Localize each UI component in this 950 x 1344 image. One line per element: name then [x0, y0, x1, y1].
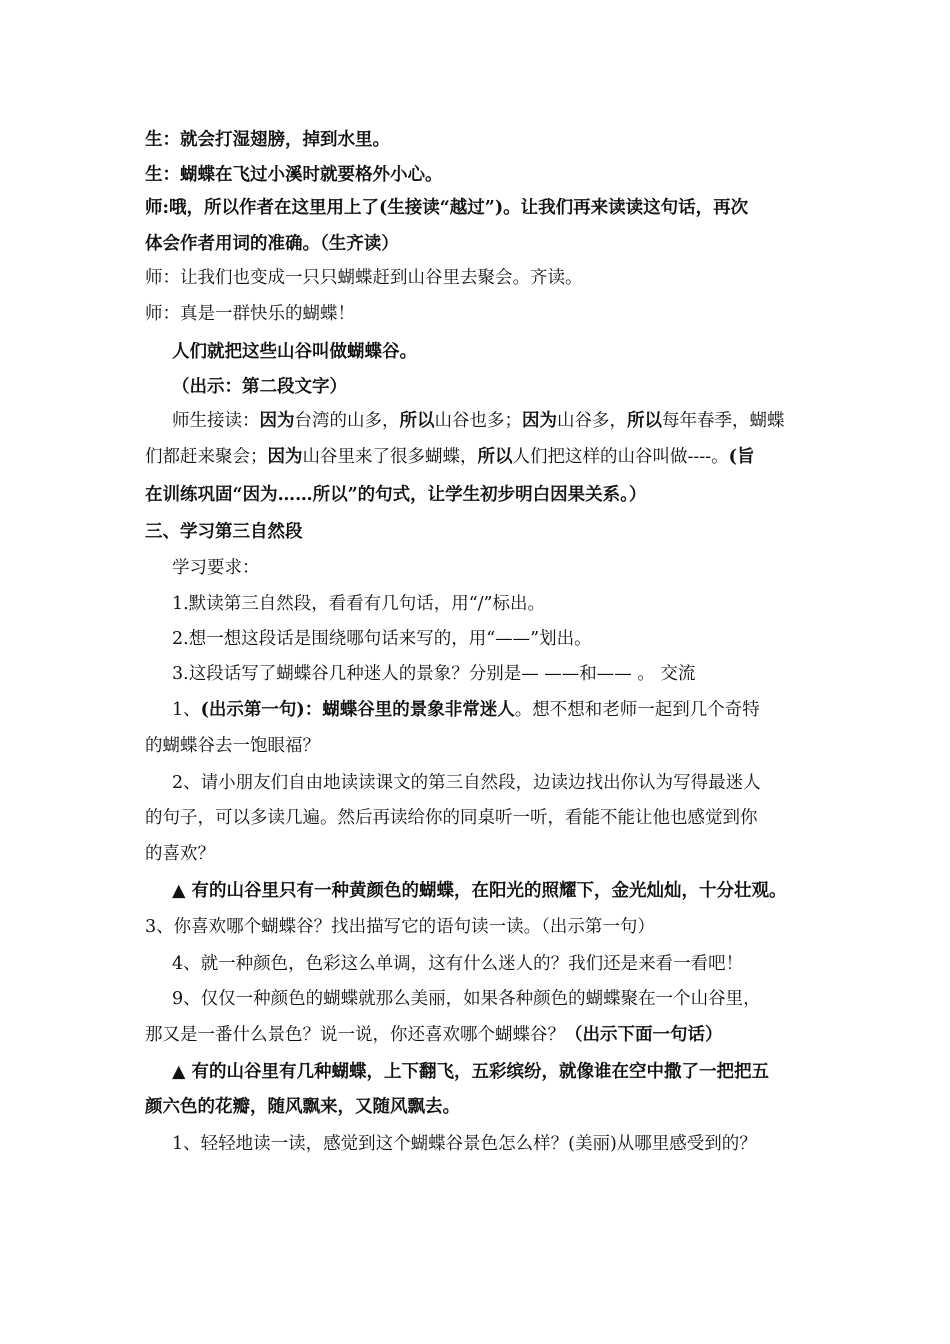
text-line — [172, 987, 761, 1011]
text-segment: 每年春季，蝴蝶 — [662, 411, 785, 431]
text-segment: 所以 — [627, 411, 662, 431]
text-segment: (旨 — [728, 447, 755, 467]
text-segment: 2.想一想这段话是围绕哪句话来写的，用“——”划出。 — [172, 629, 592, 649]
text-segment: 人们就把这些山谷叫做蝴蝶谷。 — [172, 342, 417, 362]
text-segment: 三、学习第三自然段 — [145, 522, 303, 542]
text-line — [145, 483, 646, 507]
text-line — [172, 1132, 757, 1156]
text-line — [145, 520, 303, 544]
text-line — [172, 592, 545, 616]
text-line — [172, 952, 743, 976]
text-line — [172, 340, 417, 364]
text-line — [172, 1060, 769, 1084]
text-segment: 因为 — [522, 411, 557, 431]
text-line — [145, 806, 758, 830]
text-segment: 们都赶来聚会； — [145, 447, 268, 467]
text-segment: 的句子，可以多读几遍。然后再读给你的同桌听一听，看能不能让他也感觉到你 — [145, 808, 758, 828]
text-line — [145, 128, 390, 152]
text-line — [172, 627, 592, 651]
text-segment: 生：就会打湿翅膀，掉到水里。 — [145, 130, 390, 150]
text-line — [145, 1023, 723, 1047]
text-segment: 人们把这样的山谷叫做----。 — [512, 447, 729, 467]
text-segment: 的喜欢？ — [145, 844, 215, 864]
text-segment: 的蝴蝶谷去一饱眼福？ — [145, 736, 320, 756]
text-line — [172, 556, 260, 580]
text-segment: 3.这段话写了蝴蝶谷几种迷人的景象？分别是— ——和—— 。 交流 — [172, 664, 696, 684]
text-segment: 生：蝴蝶在飞过小溪时就要格外小心。 — [145, 165, 443, 185]
text-segment: 1.默读第三自然段，看看有几句话，用“/”标出。 — [172, 594, 545, 614]
text-segment: ▲ 有的山谷里有几种蝴蝶，上下翻飞，五彩缤纷，就像谁在空中撒了一把把五 — [172, 1062, 770, 1082]
text-line — [145, 302, 355, 326]
text-segment: 4、就一种颜色，色彩这么单调，这有什么迷人的？我们还是来看一看吧！ — [172, 954, 744, 974]
text-segment: （出示下面一句话） — [565, 1025, 723, 1045]
text-line — [145, 734, 320, 758]
text-segment: 颜六色的花瓣，随风飘来，又随风飘去。 — [145, 1097, 460, 1117]
text-line — [172, 698, 760, 722]
text-line — [172, 375, 347, 399]
text-line — [145, 232, 399, 256]
text-segment: 1、轻轻地读一读，感觉到这个蝴蝶谷景色怎么样？(美丽)从哪里感受到的？ — [172, 1134, 757, 1154]
text-segment: (出示第一句)：蝴蝶谷里的景象非常迷人 — [200, 700, 515, 720]
text-line — [145, 842, 215, 866]
text-segment: 那又是一番什么景色？说一说，你还喜欢哪个蝴蝶谷？ — [145, 1025, 565, 1045]
text-segment: 在训练巩固“因为……所以”的句式，让学生初步明白因果关系。） — [145, 485, 647, 505]
text-segment: 所以 — [477, 447, 513, 467]
text-segment: 山谷多， — [557, 411, 627, 431]
text-segment: 台湾的山多， — [294, 411, 400, 431]
text-line — [145, 196, 748, 220]
text-segment: 所以 — [399, 411, 435, 431]
text-segment: 2、请小朋友们自由地读读课文的第三自然段，边读边找出你认为写得最迷人 — [172, 773, 761, 793]
text-line — [145, 445, 754, 469]
text-line — [172, 879, 787, 903]
text-segment: 师：让我们也变成一只只蝴蝶赶到山谷里去聚会。齐读。 — [145, 268, 583, 288]
text-segment: 山谷也多； — [434, 411, 522, 431]
text-segment: 师：真是一群快乐的蝴蝶！ — [145, 304, 355, 324]
text-line — [145, 266, 583, 290]
text-segment: 山谷里来了很多蝴蝶， — [302, 447, 478, 467]
text-line — [145, 163, 443, 187]
text-segment: 师:哦，所以作者在这里用上了(生接读“越过”)。让我们再来读读这句话，再次 — [145, 198, 749, 218]
text-line — [172, 771, 761, 795]
text-line — [145, 1095, 460, 1119]
text-segment: 学习要求： — [172, 558, 260, 578]
text-segment: 9、仅仅一种颜色的蝴蝶就那么美丽，如果各种颜色的蝴蝶聚在一个山谷里， — [172, 989, 761, 1009]
text-segment: ▲ 有的山谷里只有一种黄颜色的蝴蝶，在阳光的照耀下，金光灿灿，十分壮观。 — [172, 881, 787, 901]
text-segment: 1、 — [172, 700, 201, 720]
text-line — [172, 409, 785, 433]
text-segment: 因为 — [259, 411, 295, 431]
text-segment: 。想不想和老师一起到几个奇特 — [514, 700, 760, 720]
text-segment: 体会作者用词的准确。（生齐读） — [145, 234, 399, 254]
text-segment: 因为 — [267, 447, 303, 467]
text-line — [145, 915, 655, 939]
text-segment: 3、你喜欢哪个蝴蝶谷？找出描写它的语句读一读。（出示第一句） — [145, 917, 655, 937]
text-segment: 师生接读： — [172, 411, 260, 431]
text-segment: （出示：第二段文字） — [172, 377, 347, 397]
text-line — [172, 662, 695, 686]
